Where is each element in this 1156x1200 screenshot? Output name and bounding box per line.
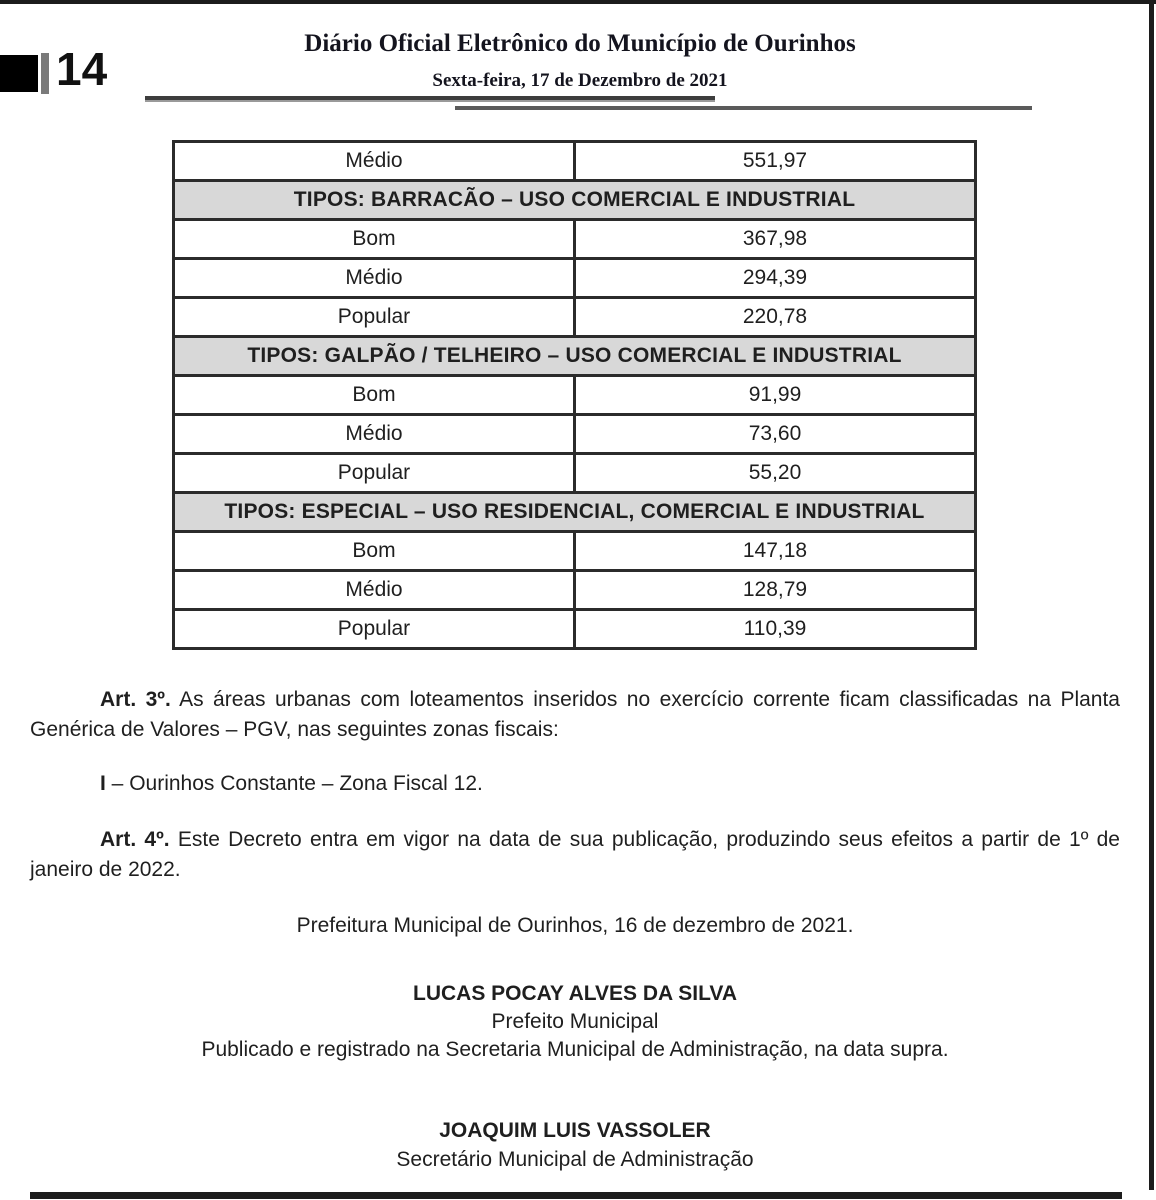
header-rule-primary bbox=[145, 96, 715, 100]
table-cell-label: Popular bbox=[174, 298, 575, 337]
table-row bbox=[174, 532, 976, 571]
table-cell-label: Bom bbox=[174, 532, 575, 571]
page-right-border bbox=[1149, 0, 1154, 1190]
table-cell-value: 220,78 bbox=[575, 298, 976, 337]
table-row bbox=[174, 142, 976, 181]
gazette-date: Sexta-feira, 17 de Dezembro de 2021 bbox=[432, 70, 728, 91]
table-cell-value: 73,60 bbox=[575, 415, 976, 454]
table-section-row bbox=[174, 493, 976, 532]
signature-block-mayor bbox=[30, 980, 1120, 1064]
article-3-text: As áreas urbanas com loteamentos inseridos no exercício corrente ficam classificadas na Planta Genérica de Valores – PGV, nas seguintes zonas fiscais: bbox=[30, 688, 1120, 741]
table-cell-label: Popular bbox=[174, 610, 575, 649]
table-cell-label: Médio bbox=[174, 571, 575, 610]
signature-role-secretary: Secretário Municipal de Administração bbox=[396, 1148, 754, 1171]
dateline: Prefeitura Municipal de Ourinhos, 16 de dezembro de 2021. bbox=[296, 914, 854, 937]
table-cell-value: 91,99 bbox=[575, 376, 976, 415]
table-section-header: TIPOS: GALPÃO / TELHEIRO – USO COMERCIAL E INDUSTRIAL bbox=[174, 337, 976, 376]
table-cell-value: 294,39 bbox=[575, 259, 976, 298]
table-cell-value: 110,39 bbox=[575, 610, 976, 649]
table-cell-value: 367,98 bbox=[575, 220, 976, 259]
article-4-paragraph bbox=[30, 825, 1120, 885]
table-section-header: TIPOS: ESPECIAL – USO RESIDENCIAL, COMERCIAL E INDUSTRIAL bbox=[174, 493, 976, 532]
item-1-label: I bbox=[100, 772, 106, 795]
article-4-text: Este Decreto entra em vigor na data de sua publicação, produzindo seus efeitos a partir de 1º de janeiro de 2022. bbox=[30, 828, 1120, 881]
article-3-label: Art. 3º. bbox=[100, 688, 171, 711]
page-bottom-border bbox=[30, 1192, 1122, 1199]
article-4-label: Art. 4º. bbox=[100, 828, 170, 851]
table-row bbox=[174, 220, 976, 259]
table-row bbox=[174, 571, 976, 610]
gazette-title: Diário Oficial Eletrônico do Município de Ourinhos bbox=[304, 30, 856, 57]
article-3-paragraph bbox=[30, 685, 1120, 745]
valuation-table bbox=[172, 140, 977, 650]
table-cell-value: 551,97 bbox=[575, 142, 976, 181]
item-1-line bbox=[30, 769, 1156, 799]
table-section-header: TIPOS: BARRACÃO – USO COMERCIAL E INDUSTRIAL bbox=[174, 181, 976, 220]
page-top-border bbox=[0, 0, 1156, 4]
table-row bbox=[174, 298, 976, 337]
table-row bbox=[174, 610, 976, 649]
table-cell-value: 128,79 bbox=[575, 571, 976, 610]
table-row bbox=[174, 415, 976, 454]
page-number-gray-bar bbox=[41, 53, 49, 94]
table-cell-label: Popular bbox=[174, 454, 575, 493]
page-number-black-block bbox=[0, 55, 38, 92]
table-cell-label: Bom bbox=[174, 220, 575, 259]
item-1-text: – Ourinhos Constante – Zona Fiscal 12. bbox=[105, 772, 483, 795]
table-row bbox=[174, 376, 976, 415]
table-cell-value: 55,20 bbox=[575, 454, 976, 493]
table-cell-label: Médio bbox=[174, 142, 575, 181]
signature-role-mayor: Prefeito Municipal bbox=[491, 1010, 659, 1033]
masthead bbox=[140, 30, 1020, 92]
table-row bbox=[174, 259, 976, 298]
signature-name-secretary: JOAQUIM LUIS VASSOLER bbox=[439, 1119, 711, 1142]
signature-block-secretary bbox=[30, 1116, 1120, 1174]
signature-name-mayor: LUCAS POCAY ALVES DA SILVA bbox=[413, 982, 737, 1005]
table-section-row bbox=[174, 337, 976, 376]
table-section-row bbox=[174, 181, 976, 220]
table-cell-label: Bom bbox=[174, 376, 575, 415]
table-row bbox=[174, 454, 976, 493]
page-number: 14 bbox=[56, 43, 108, 95]
table-cell-value: 147,18 bbox=[575, 532, 976, 571]
publication-note: Publicado e registrado na Secretaria Municipal de Administração, na data supra. bbox=[201, 1038, 949, 1061]
table-cell-label: Médio bbox=[174, 415, 575, 454]
header-rule-secondary bbox=[455, 106, 1032, 110]
table-cell-label: Médio bbox=[174, 259, 575, 298]
